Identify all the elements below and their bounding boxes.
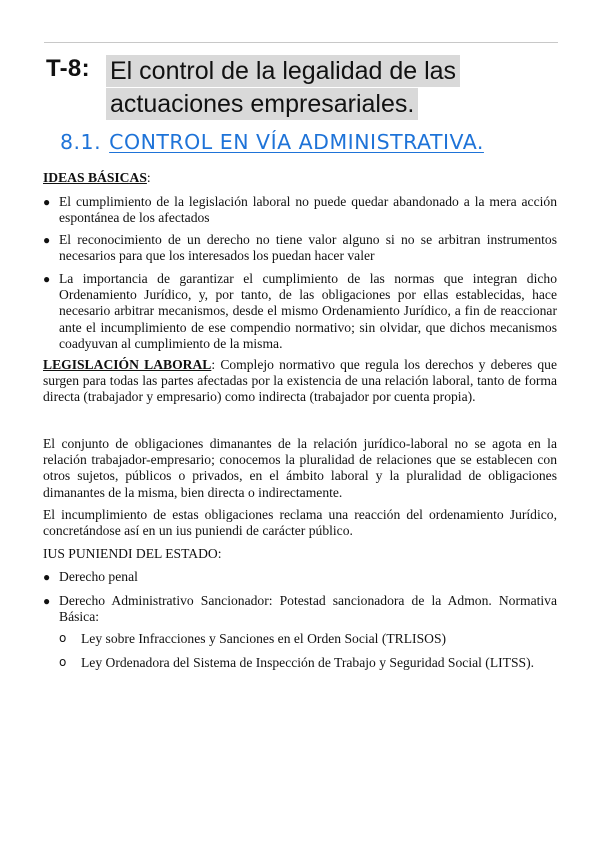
hollow-bullet-icon: o xyxy=(59,655,67,669)
list-item-text: La importancia de garantizar el cumplimiento de las normas que integran dicho Ordenamiento Jurídico, y, por tanto, de las obligaciones por ellas establecidas, hace necesario arbitrar mecanismos, desde el mismo Ordenamiento Jurídico, a fin de reaccionar ante el incumplimiento de ese compendio normativo; sin olvidar, que dichos mecanismos coadyuvan al cumplimiento de la misma. xyxy=(59,271,557,351)
sub-list-item xyxy=(59,631,557,647)
title-line-2: actuaciones empresariales. xyxy=(106,88,418,120)
list-item-text: El reconocimiento de un derecho no tiene valor alguno si no se arbitran instrumentos necesarios para que los interesados los puedan hacer valer xyxy=(59,232,557,264)
section-number: 8.1. xyxy=(60,130,102,154)
top-rule xyxy=(44,42,558,43)
ius-heading: IUS PUNIENDI DEL ESTADO: xyxy=(43,546,222,561)
list-item-text: Derecho Administrativo Sancionador: Potestad sancionadora de la Admon. Normativa Básica: xyxy=(59,593,557,625)
list-item xyxy=(43,569,557,585)
legislacion-term: LEGISLACIÓN LABORAL xyxy=(43,357,212,372)
sub-list-item-text: Ley Ordenadora del Sistema de Inspección de Trabajo y Seguridad Social (LITSS). xyxy=(81,655,535,670)
bullet-icon: ● xyxy=(43,272,51,286)
topic-number: T-8: xyxy=(46,55,90,82)
bullet-icon: ● xyxy=(43,195,51,209)
list-item xyxy=(43,271,557,352)
list-item xyxy=(43,194,557,226)
list-item xyxy=(43,232,557,264)
paragraph-incumplimiento: El incumplimiento de estas obligaciones reclama una reacción del ordenamiento Jurídico, concretándose así en un ius puniendi de carácter público. xyxy=(43,507,557,539)
hollow-bullet-icon: o xyxy=(59,631,67,645)
list-item-text: El cumplimiento de la legislación laboral no puede quedar abandonado a la mera acción espontánea de los afectados xyxy=(59,194,557,226)
list-item-text: Derecho penal xyxy=(59,569,138,584)
legislacion-text: : Complejo normativo que regula los derechos y deberes que surgen para todas las partes afectadas por la existencia de una relación laboral, tanto de forma directa (trabajador y empresario) como indirecta (trabajador por cuenta propia). xyxy=(43,357,557,405)
title-line-1: El control de la legalidad de las xyxy=(106,55,460,87)
ideas-heading xyxy=(43,170,557,186)
bullet-icon: ● xyxy=(43,570,51,584)
section-title-link[interactable]: CONTROL EN VÍA ADMINISTRATIVA. xyxy=(109,130,484,154)
list-item xyxy=(43,593,557,625)
ideas-heading-colon: : xyxy=(146,170,151,185)
sub-list-item-text: Ley sobre Infracciones y Sanciones en el Orden Social (TRLISOS) xyxy=(81,631,447,646)
paragraph-obligaciones: El conjunto de obligaciones dimanantes de la relación jurídico-laboral no se agota en la relación trabajador-empresario; conocemos la pluralidad de relaciones que se establecen con otros sujetos, públicos o privados, en el ámbito laboral y la pluralidad de obligaciones dimanantes de la misma, bien directa o indirectamente. xyxy=(43,436,557,500)
sub-list-item xyxy=(59,655,557,671)
legislacion-definition xyxy=(43,357,557,406)
bullet-icon: ● xyxy=(43,233,51,247)
ideas-heading-label: IDEAS BÁSICAS xyxy=(43,170,147,185)
bullet-icon: ● xyxy=(43,594,51,608)
section-heading xyxy=(60,130,484,154)
